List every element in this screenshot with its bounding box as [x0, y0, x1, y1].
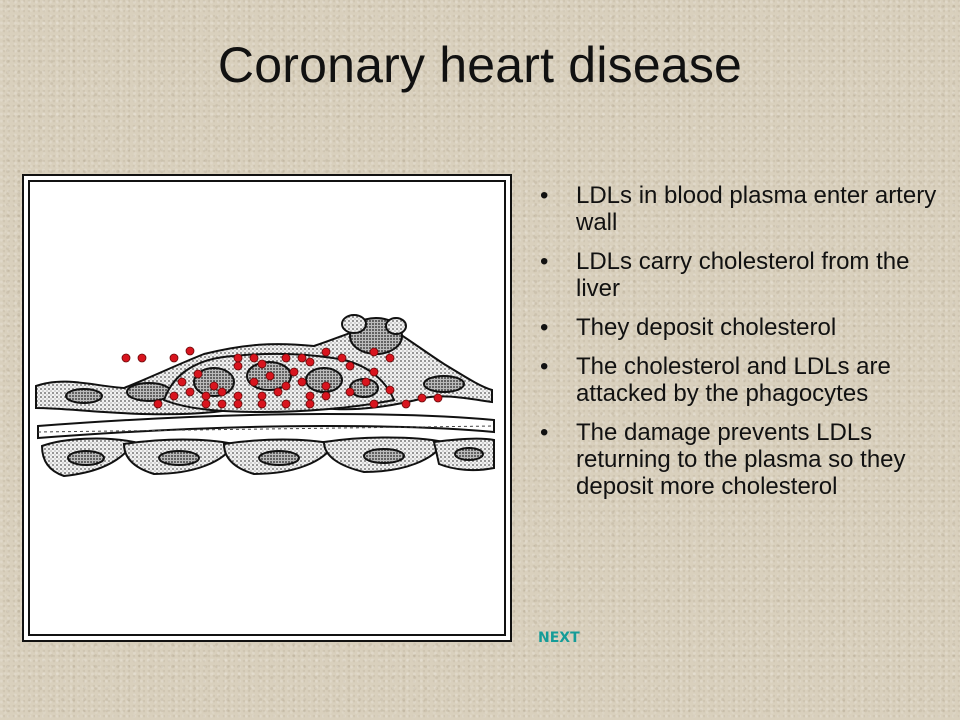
bullet-item — [536, 182, 948, 236]
ldl-dot — [178, 378, 186, 386]
slide-title: Coronary heart disease — [217, 37, 743, 93]
ldl-dot — [306, 400, 314, 408]
ldl-dot — [306, 358, 314, 366]
bullet-marker: • — [540, 182, 549, 209]
ldl-dot — [306, 392, 314, 400]
ldl-dot — [258, 392, 266, 400]
ldl-dot — [234, 400, 242, 408]
ldl-dot — [370, 348, 378, 356]
ldl-dot — [322, 348, 330, 356]
ldl-dot — [282, 400, 290, 408]
smooth-muscle-layer — [42, 438, 494, 477]
bullet-item — [536, 353, 948, 407]
bullet-item — [536, 419, 948, 500]
ldl-dot — [266, 372, 274, 380]
ldl-dot — [322, 382, 330, 390]
ldl-dot — [282, 354, 290, 362]
ldl-dot — [290, 368, 298, 376]
ldl-dot — [210, 382, 218, 390]
ldl-dot — [202, 400, 210, 408]
bullet-text: The damage prevents LDLs returning to the plasma so they deposit more cholesterol — [576, 419, 906, 500]
ldl-dot — [370, 368, 378, 376]
elastic-lamina — [38, 414, 494, 438]
bullet-list — [536, 182, 948, 512]
ldl-dot — [170, 354, 178, 362]
ldl-dot — [258, 360, 266, 368]
ldl-dot — [234, 362, 242, 370]
bullet-text: LDLs in blood plasma enter artery wall — [576, 182, 937, 236]
bullet-marker: • — [540, 419, 549, 446]
ldl-dot — [250, 378, 258, 386]
bullet-marker: • — [540, 314, 549, 341]
ldl-dot — [298, 354, 306, 362]
next-button[interactable]: NEXT — [538, 630, 580, 646]
ldl-dot — [122, 354, 130, 362]
ldl-dot — [434, 394, 442, 402]
ldl-dot — [346, 388, 354, 396]
bullet-item — [536, 314, 948, 341]
ldl-dot — [234, 354, 242, 362]
ldl-dot — [170, 392, 178, 400]
ldl-dot — [202, 392, 210, 400]
ldl-dot — [154, 400, 162, 408]
artery-wall-illustration — [22, 174, 512, 642]
ldl-dot — [234, 392, 242, 400]
ldl-dot — [346, 362, 354, 370]
ldl-dot — [186, 347, 194, 355]
ldl-dot — [274, 388, 282, 396]
ldl-dot — [362, 378, 370, 386]
artery-wall-drawing — [24, 176, 514, 644]
bullet-text: The cholesterol and LDLs are attacked by the phagocytes — [576, 353, 891, 407]
ldl-dot — [322, 392, 330, 400]
bullet-text: LDLs carry cholesterol from the liver — [576, 248, 910, 302]
bullet-marker: • — [540, 248, 549, 275]
ldl-dot — [338, 354, 346, 362]
ldl-dot — [418, 394, 426, 402]
ldl-dot — [386, 354, 394, 362]
ldl-dot — [218, 400, 226, 408]
bullet-item — [536, 248, 948, 302]
ldl-dot — [250, 354, 258, 362]
bullet-marker: • — [540, 353, 549, 380]
ldl-dot — [386, 386, 394, 394]
ldl-dot — [370, 400, 378, 408]
ldl-dot — [218, 388, 226, 396]
bullet-text: They deposit cholesterol — [576, 314, 837, 341]
ldl-dot — [258, 400, 266, 408]
ldl-dot — [298, 378, 306, 386]
ldl-dot — [194, 370, 202, 378]
ldl-dot — [186, 388, 194, 396]
ldl-dot — [402, 400, 410, 408]
ldl-dot — [138, 354, 146, 362]
ldl-dot — [282, 382, 290, 390]
